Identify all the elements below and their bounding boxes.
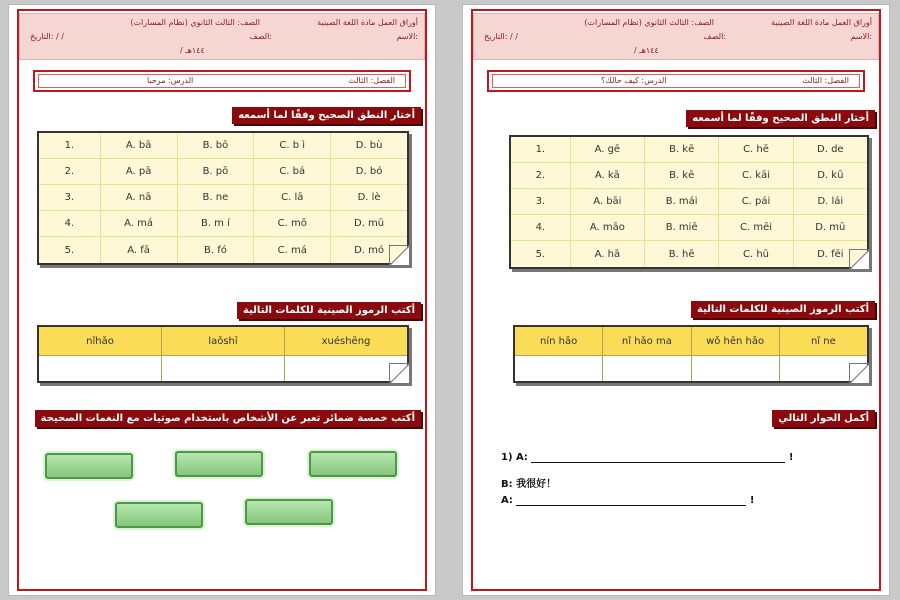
hijri-year: / ١٤٤هـ [180, 46, 205, 55]
term-label: الفصل: الثالث [802, 76, 849, 85]
pinyin-word: xuéshēng [284, 327, 407, 355]
date-label: التاريخ: / / [484, 32, 518, 41]
answer-option[interactable]: A. pā [100, 159, 177, 184]
lesson-label: الدرس: كيف حالك؟ [601, 76, 667, 85]
answer-option[interactable]: D. mū [793, 215, 867, 240]
answer-option[interactable]: C. hē [718, 137, 792, 162]
section-title-write-chars: أكتب الرموز الصينية للكلمات التالية [237, 302, 421, 319]
question-number: 2. [535, 170, 546, 181]
answer-option[interactable]: C. hū [718, 241, 792, 267]
worksheet-title: أوراق العمل مادة اللغة الصينية [317, 18, 418, 27]
answer-option[interactable]: D. fēi [793, 241, 867, 267]
answer-option[interactable]: B. bō [177, 133, 254, 158]
date-label: التاريخ: / / [30, 32, 64, 41]
pinyin-word: wǒ hěn hǎo [691, 327, 779, 355]
chinese-answer-cell[interactable] [39, 355, 161, 381]
mcq-row [511, 137, 867, 163]
mcq-row [511, 241, 867, 267]
dialogue-blank-2[interactable] [516, 505, 746, 506]
chinese-answer-cell[interactable] [602, 355, 690, 381]
page-left [8, 4, 436, 596]
page-right [462, 4, 890, 596]
name-label: الاسم: [850, 32, 872, 41]
answer-option[interactable]: A. má [100, 211, 177, 236]
answer-option[interactable]: B. fó [177, 237, 254, 263]
question-number: 1. [64, 140, 75, 151]
answer-option[interactable]: A. kā [570, 163, 644, 188]
answer-option[interactable]: C. lā [253, 185, 330, 210]
answer-option[interactable]: D. kū [793, 163, 867, 188]
answer-option[interactable]: B. mái [644, 189, 718, 214]
dialogue-speaker-a: 1) A: [501, 452, 528, 463]
answer-option[interactable]: B. kē [644, 137, 718, 162]
answer-option[interactable]: B. miē [644, 215, 718, 240]
answer-option[interactable]: C. má [253, 237, 330, 263]
page-curl-icon [849, 363, 869, 383]
mcq-row [39, 185, 407, 211]
section-title-choose: أختار النطق الصحيح وفقًا لما أسمعه [232, 107, 421, 124]
pinyin-word: nǐhǎo [86, 335, 114, 347]
answer-option[interactable]: C. pái [718, 189, 792, 214]
answer-box-4[interactable] [115, 502, 203, 528]
answer-box-5[interactable] [245, 499, 333, 525]
answer-option[interactable]: B. ne [177, 185, 254, 210]
question-number: 4. [64, 218, 75, 229]
mcq-table [509, 135, 869, 269]
hijri-year: / ١٤٤هـ [634, 46, 659, 55]
name-label: الاسم: [396, 32, 418, 41]
answer-option[interactable]: D. bó [330, 159, 407, 184]
answer-option[interactable]: D. lè [330, 185, 407, 210]
lesson-box [33, 70, 411, 92]
pinyin-table [37, 325, 409, 383]
answer-option[interactable]: A. nā [100, 185, 177, 210]
answer-option[interactable]: D. mū [330, 211, 407, 236]
answer-option[interactable]: B. m í [177, 211, 254, 236]
answer-box-3[interactable] [309, 451, 397, 477]
page-curl-icon [389, 363, 409, 383]
section-title-write-chars: أكتب الرموز الصينية للكلمات التالية [691, 301, 875, 318]
dialogue-blank-1[interactable] [531, 462, 785, 463]
question-number: 5. [64, 244, 75, 256]
mcq-row [511, 163, 867, 189]
mcq-row [39, 237, 407, 263]
mcq-row [39, 211, 407, 237]
dialogue-line-1 [501, 452, 793, 463]
answer-option[interactable]: D. mó [330, 237, 407, 263]
grade-label: الصف: [249, 32, 272, 41]
answer-option[interactable]: C. mō [253, 211, 330, 236]
lesson-label: الدرس: مرحبا [147, 76, 194, 85]
answer-option[interactable]: B. kē [644, 163, 718, 188]
question-number: 3. [535, 196, 546, 207]
dialogue-line-3 [501, 495, 754, 506]
mcq-row [39, 133, 407, 159]
answer-option[interactable]: D. bù [330, 133, 407, 158]
chinese-answer-cell[interactable] [515, 355, 602, 381]
question-number: 5. [535, 248, 546, 260]
section-title-five-pronouns: أكتب خمسة ضمائر تعبر عن الأشخاص باستخدام صوتيات مع النغمات الصحيحة [35, 410, 421, 427]
answer-option[interactable]: C. bá [253, 159, 330, 184]
term-label: الفصل: الثالث [348, 76, 395, 85]
answer-option[interactable]: A. bā [100, 133, 177, 158]
pinyin-table [513, 325, 869, 383]
worksheet-title: أوراق العمل مادة اللغة الصينية [771, 18, 872, 27]
pinyin-word: nín hǎo [540, 335, 578, 347]
dialogue-exclaim: ! [749, 495, 755, 506]
worksheet-header [19, 13, 425, 60]
question-number: 2. [64, 166, 75, 177]
chinese-answer-cell[interactable] [691, 355, 779, 381]
question-number: 4. [535, 222, 546, 233]
answer-option[interactable]: D. lái [793, 189, 867, 214]
pinyin-word: laǒshī [161, 327, 284, 355]
answer-box-2[interactable] [175, 451, 263, 477]
answer-option[interactable]: A. fā [100, 237, 177, 263]
question-number: 3. [64, 192, 75, 203]
page-curl-icon [849, 249, 869, 269]
page-curl-icon [389, 245, 409, 265]
answer-option[interactable]: A. māo [570, 215, 644, 240]
dialogue-speaker-a: A: [501, 495, 513, 506]
section-title-dialogue: أكمل الحوار التالي [772, 410, 875, 427]
lesson-box [487, 70, 865, 92]
section-title-choose: أختار النطق الصحيح وفقًا لما أسمعه [686, 110, 875, 127]
answer-option[interactable]: A. bāi [570, 189, 644, 214]
answer-option[interactable]: A. hā [570, 241, 644, 267]
mcq-row [39, 159, 407, 185]
answer-option[interactable]: A. gē [570, 137, 644, 162]
chinese-answer-cell[interactable] [161, 355, 284, 381]
class-label: الصف: الثالث الثانوي (نظام المسارات) [130, 18, 260, 27]
answer-option[interactable]: C. b ì [253, 133, 330, 158]
answer-option[interactable]: C. kāi [718, 163, 792, 188]
mcq-row [511, 189, 867, 215]
class-label: الصف: الثالث الثانوي (نظام المسارات) [584, 18, 714, 27]
page-frame [17, 9, 427, 591]
pinyin-word: nǐ ne [779, 327, 867, 355]
answer-option[interactable]: B. pō [177, 159, 254, 184]
question-number: 1. [535, 144, 546, 155]
worksheet-header [473, 13, 879, 60]
dialogue-exclaim: ! [788, 452, 794, 463]
grade-label: الصف: [703, 32, 726, 41]
answer-option[interactable]: C. mēi [718, 215, 792, 240]
mcq-row [511, 215, 867, 241]
answer-option[interactable]: D. de [793, 137, 867, 162]
pinyin-word: nǐ hǎo ma [602, 327, 690, 355]
mcq-table [37, 131, 409, 265]
dialogue-line-2: B: 我很好！ [501, 479, 557, 490]
answer-option[interactable]: B. hē [644, 241, 718, 267]
answer-box-1[interactable] [45, 453, 133, 479]
